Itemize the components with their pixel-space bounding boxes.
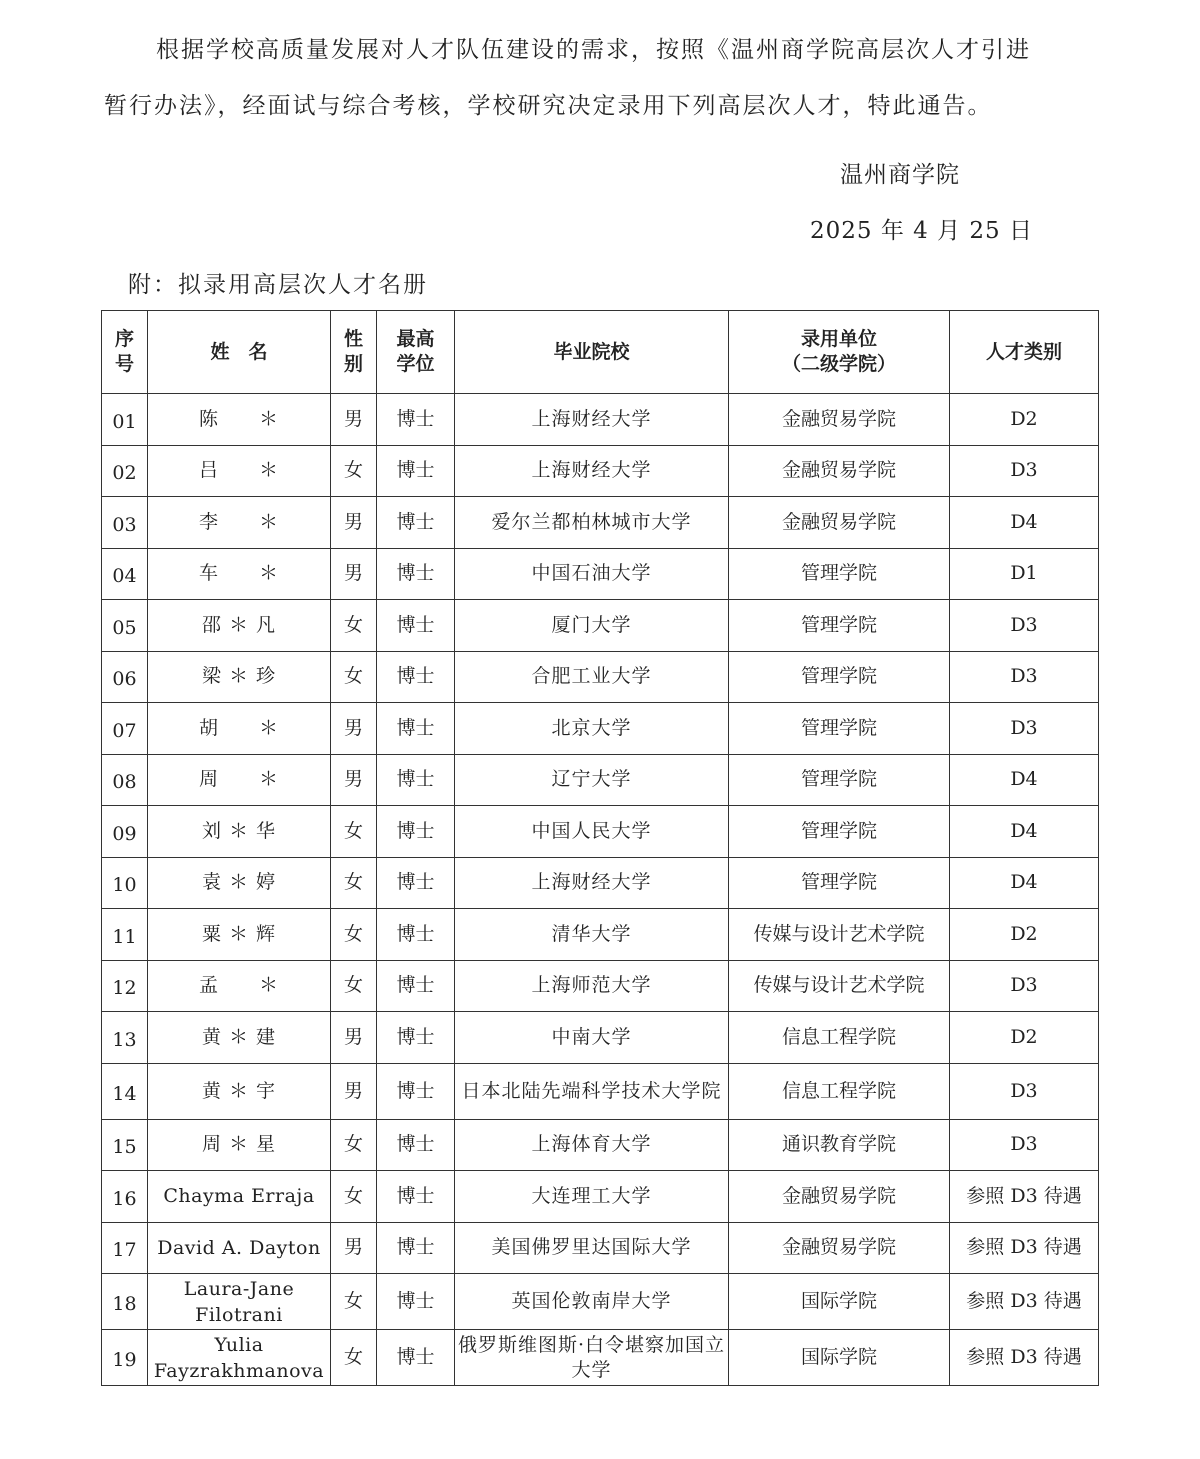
cell-school: 爱尔兰都柏林城市大学 [455,497,729,549]
cell-name: Chayma Erraja [148,1171,331,1223]
table-row [102,600,1099,652]
signature-organization: 温州商学院 [840,162,960,188]
cell-category: D4 [950,806,1099,858]
table-row [102,703,1099,755]
cell-seq: 10 [102,857,148,909]
cell-school: 厦门大学 [455,600,729,652]
header-unit-line-1: 录用单位 [800,328,877,350]
cell-degree: 博士 [377,1171,455,1223]
cell-seq: 02 [102,445,148,497]
cell-name: 粟 ＊ 辉 [148,909,331,961]
cell-category: D3 [950,1063,1099,1119]
notice-paragraph-line-2: 暂行办法》，经面试与综合考核，学校研究决定录用下列高层次人才，特此通告。 [104,93,993,119]
cell-seq: 19 [102,1330,148,1386]
cell-seq: 16 [102,1171,148,1223]
cell-category: D2 [950,394,1099,446]
table-row [102,1274,1099,1330]
cell-unit: 信息工程学院 [729,1012,950,1064]
cell-name: Laura-Jane Filotrani [148,1274,331,1330]
cell-seq: 11 [102,909,148,961]
cell-name: 周 ＊ 星 [148,1119,331,1171]
table-row [102,960,1099,1012]
cell-gender: 男 [331,703,377,755]
cell-gender: 女 [331,600,377,652]
cell-gender: 男 [331,1063,377,1119]
cell-unit: 金融贸易学院 [729,1171,950,1223]
table-row [102,1119,1099,1171]
cell-school: 北京大学 [455,703,729,755]
cell-degree: 博士 [377,1274,455,1330]
cell-school: 英国伦敦南岸大学 [455,1274,729,1330]
header-gender [331,311,377,394]
table-row [102,548,1099,600]
cell-gender: 女 [331,1171,377,1223]
cell-category: D3 [950,600,1099,652]
cell-degree: 博士 [377,548,455,600]
cell-unit: 金融贸易学院 [729,1222,950,1274]
cell-unit: 管理学院 [729,754,950,806]
table-header-row [102,311,1099,394]
cell-category: D3 [950,960,1099,1012]
cell-category: D3 [950,651,1099,703]
cell-gender: 男 [331,394,377,446]
cell-unit: 国际学院 [729,1274,950,1330]
cell-gender: 女 [331,960,377,1012]
cell-unit: 金融贸易学院 [729,394,950,446]
cell-degree: 博士 [377,1330,455,1386]
cell-unit: 管理学院 [729,548,950,600]
cell-gender: 女 [331,806,377,858]
cell-name: 黄 ＊ 宇 [148,1063,331,1119]
cell-gender: 女 [331,909,377,961]
header-seq [102,311,148,394]
cell-degree: 博士 [377,1119,455,1171]
table-row [102,394,1099,446]
cell-unit: 金融贸易学院 [729,445,950,497]
signature-date: 2025 年 4 月 25 日 [810,218,1033,244]
cell-name: 邵 ＊ 凡 [148,600,331,652]
cell-gender: 女 [331,651,377,703]
cell-school: 日本北陆先端科学技术大学院 [455,1063,729,1119]
cell-name: 吕 ＊ [148,445,331,497]
cell-school: 清华大学 [455,909,729,961]
header-degree [377,311,455,394]
cell-degree: 博士 [377,909,455,961]
header-category: 人才类别 [950,311,1099,394]
cell-school: 中南大学 [455,1012,729,1064]
cell-degree: 博士 [377,806,455,858]
cell-name: 孟 ＊ [148,960,331,1012]
header-degree-line-1: 最高 [396,328,435,350]
cell-school: 俄罗斯维图斯·白令堪察加国立大学 [455,1330,729,1386]
cell-seq: 12 [102,960,148,1012]
cell-name: 梁 ＊ 珍 [148,651,331,703]
header-seq-line-2: 号 [114,353,134,375]
cell-seq: 15 [102,1119,148,1171]
cell-name: 袁 ＊ 婷 [148,857,331,909]
cell-degree: 博士 [377,651,455,703]
cell-degree: 博士 [377,497,455,549]
table-row [102,497,1099,549]
cell-degree: 博士 [377,445,455,497]
talent-roster-table [101,310,1099,1386]
notice-paragraph-line-1: 根据学校高质量发展对人才队伍建设的需求，按照《温州商学院高层次人才引进 [156,37,1031,63]
cell-degree: 博士 [377,703,455,755]
cell-seq: 17 [102,1222,148,1274]
cell-school: 上海财经大学 [455,445,729,497]
header-unit [729,311,950,394]
cell-name: 车 ＊ [148,548,331,600]
cell-gender: 女 [331,1330,377,1386]
cell-seq: 18 [102,1274,148,1330]
cell-name: 李 ＊ [148,497,331,549]
cell-seq: 08 [102,754,148,806]
cell-name: 陈 ＊ [148,394,331,446]
cell-school: 大连理工大学 [455,1171,729,1223]
cell-category: 参照 D3 待遇 [950,1171,1099,1223]
cell-name: David A. Dayton [148,1222,331,1274]
cell-degree: 博士 [377,960,455,1012]
header-name: 姓 名 [148,311,331,394]
cell-school: 上海师范大学 [455,960,729,1012]
cell-school: 合肥工业大学 [455,651,729,703]
cell-degree: 博士 [377,1012,455,1064]
table-row [102,857,1099,909]
table-row [102,1012,1099,1064]
cell-category: 参照 D3 待遇 [950,1222,1099,1274]
attachment-title: 附：拟录用高层次人才名册 [128,272,428,298]
cell-seq: 13 [102,1012,148,1064]
cell-unit: 管理学院 [729,703,950,755]
cell-gender: 女 [331,857,377,909]
cell-unit: 通识教育学院 [729,1119,950,1171]
cell-degree: 博士 [377,857,455,909]
cell-unit: 国际学院 [729,1330,950,1386]
cell-school: 辽宁大学 [455,754,729,806]
header-degree-line-2: 学位 [396,353,435,375]
cell-category: D4 [950,857,1099,909]
cell-gender: 男 [331,497,377,549]
table-row [102,1171,1099,1223]
cell-unit: 金融贸易学院 [729,497,950,549]
cell-unit: 管理学院 [729,651,950,703]
header-unit-line-2: （二级学院） [781,353,896,375]
cell-school: 中国石油大学 [455,548,729,600]
header-gender-line-1: 性 [343,328,363,350]
cell-degree: 博士 [377,394,455,446]
cell-category: 参照 D3 待遇 [950,1330,1099,1386]
table-row [102,806,1099,858]
cell-gender: 女 [331,1274,377,1330]
cell-school: 上海财经大学 [455,857,729,909]
cell-gender: 女 [331,1119,377,1171]
cell-seq: 03 [102,497,148,549]
cell-name: 周 ＊ [148,754,331,806]
cell-name: 刘 ＊ 华 [148,806,331,858]
cell-name: Yulia Fayzrakhmanova [148,1330,331,1386]
table-row [102,651,1099,703]
cell-gender: 男 [331,1012,377,1064]
table-body [102,394,1099,1386]
table-row [102,1330,1099,1386]
cell-name: 黄 ＊ 建 [148,1012,331,1064]
cell-degree: 博士 [377,600,455,652]
cell-category: D3 [950,445,1099,497]
table-row [102,445,1099,497]
cell-category: D3 [950,1119,1099,1171]
table-row [102,1063,1099,1119]
table-row [102,754,1099,806]
cell-category: 参照 D3 待遇 [950,1274,1099,1330]
cell-seq: 07 [102,703,148,755]
cell-degree: 博士 [377,1222,455,1274]
cell-category: D2 [950,1012,1099,1064]
cell-seq: 01 [102,394,148,446]
cell-school: 上海体育大学 [455,1119,729,1171]
cell-seq: 14 [102,1063,148,1119]
cell-unit: 传媒与设计艺术学院 [729,909,950,961]
cell-school: 中国人民大学 [455,806,729,858]
cell-seq: 09 [102,806,148,858]
cell-school: 美国佛罗里达国际大学 [455,1222,729,1274]
cell-category: D4 [950,754,1099,806]
cell-unit: 信息工程学院 [729,1063,950,1119]
cell-school: 上海财经大学 [455,394,729,446]
cell-gender: 男 [331,754,377,806]
cell-seq: 04 [102,548,148,600]
cell-gender: 女 [331,445,377,497]
cell-gender: 男 [331,548,377,600]
cell-name: 胡 ＊ [148,703,331,755]
notice-paragraph [104,22,1104,134]
cell-category: D3 [950,703,1099,755]
cell-seq: 05 [102,600,148,652]
cell-seq: 06 [102,651,148,703]
header-seq-line-1: 序 [114,328,134,350]
cell-degree: 博士 [377,1063,455,1119]
cell-category: D4 [950,497,1099,549]
cell-category: D1 [950,548,1099,600]
table-row [102,909,1099,961]
header-school: 毕业院校 [455,311,729,394]
cell-gender: 男 [331,1222,377,1274]
cell-unit: 管理学院 [729,600,950,652]
cell-unit: 传媒与设计艺术学院 [729,960,950,1012]
cell-unit: 管理学院 [729,857,950,909]
cell-unit: 管理学院 [729,806,950,858]
header-gender-line-2: 别 [343,353,363,375]
cell-degree: 博士 [377,754,455,806]
table-row [102,1222,1099,1274]
cell-category: D2 [950,909,1099,961]
